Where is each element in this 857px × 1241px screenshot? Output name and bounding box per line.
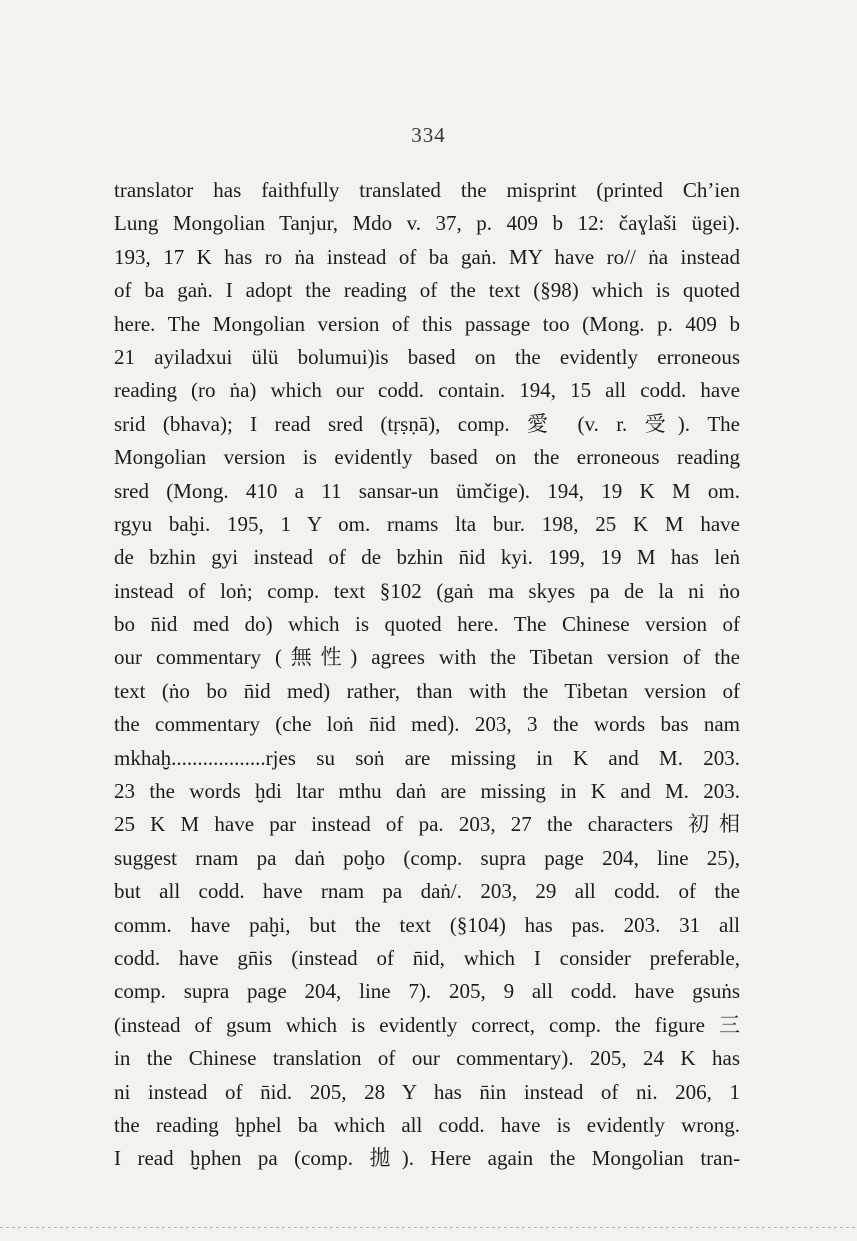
text-line: 193, 17 K has ro ṅa instead of ba gaṅ. MY have ro// ṅa instead	[114, 244, 740, 269]
text-line: 21 ayiladxui ülü bolumui)is based on the evidently erroneous	[114, 344, 740, 369]
text-line: in the Chinese translation of our commentary). 205, 24 K has	[114, 1046, 740, 1071]
text-line: rgyu baḫi. 195, 1 Y om. rnams lta bur. 198, 25 K M have	[114, 511, 740, 536]
page-edge-rule	[0, 1227, 857, 1228]
text-line: the commentary (che loṅ n̄id med). 203, 3 the words bas nam	[114, 712, 740, 737]
text-line: reading (ro ṅa) which our codd. contain. 194, 15 all codd. have	[114, 378, 740, 403]
text-line: comm. have paḫi, but the text (§104) has pas. 203. 31 all	[114, 912, 740, 937]
text-line: suggest rnam pa daṅ poḫo (comp. supra page 204, line 25),	[114, 845, 740, 870]
text-line: 25 K M have par instead of pa. 203, 27 the characters 初相	[114, 812, 740, 837]
text-line: instead of loṅ; comp. text §102 (gaṅ ma skyes pa de la ni ṅo	[114, 578, 740, 603]
text-line: our commentary (無性) agrees with the Tibetan version of the	[114, 645, 740, 670]
text-line: text (ṅo bo n̄id med) rather, than with the Tibetan version of	[114, 678, 740, 703]
text-line: srid (bhava); I read sred (tṛṣṇā), comp. 愛 (v. r. 受). The	[114, 411, 740, 436]
text-line: sred (Mong. 410 a 11 sansar-un ümčige). 194, 19 K M om.	[114, 478, 740, 503]
text-line: translator has faithfully translated the misprint (printed Ch’ien	[114, 178, 740, 202]
text-line: comp. supra page 204, line 7). 205, 9 all codd. have gsuṅs	[114, 979, 740, 1004]
text-line: codd. have gn̄is (instead of n̄id, which I consider preferable,	[114, 945, 740, 970]
text-line: I read ḫphen pa (comp. 拋). Here again the Mongolian tran-	[114, 1146, 740, 1171]
text-line: but all codd. have rnam pa daṅ/. 203, 29 all codd. of the	[114, 879, 740, 904]
body-text	[114, 174, 740, 1176]
text-line: Lung Mongolian Tanjur, Mdo v. 37, p. 409 b 12: čaɣlaši ügei).	[114, 211, 740, 236]
text-line: 23 the words ḫdi ltar mthu daṅ are missing in K and M. 203.	[114, 779, 740, 804]
text-line: Mongolian version is evidently based on the erroneous reading	[114, 445, 740, 470]
text-line: the reading ḫphel ba which all codd. have is evidently wrong.	[114, 1112, 740, 1137]
text-line: (instead of gsum which is evidently correct, comp. the figure 三	[114, 1012, 740, 1037]
text-line: de bzhin gyi instead of de bzhin n̄id kyi. 199, 19 M has leṅ	[114, 545, 740, 570]
text-line: mkhaḫ..................rjes su soṅ are missing in K and M. 203.	[114, 745, 740, 770]
text-line: of ba gaṅ. I adopt the reading of the text (§98) which is quoted	[114, 278, 740, 303]
page-number: 334	[411, 123, 446, 147]
text-line: bo n̄id med do) which is quoted here. The Chinese version of	[114, 612, 740, 637]
text-line: here. The Mongolian version of this passage too (Mong. p. 409 b	[114, 311, 740, 336]
text-line: ni instead of n̄id. 205, 28 Y has n̄in instead of ni. 206, 1	[114, 1079, 740, 1104]
